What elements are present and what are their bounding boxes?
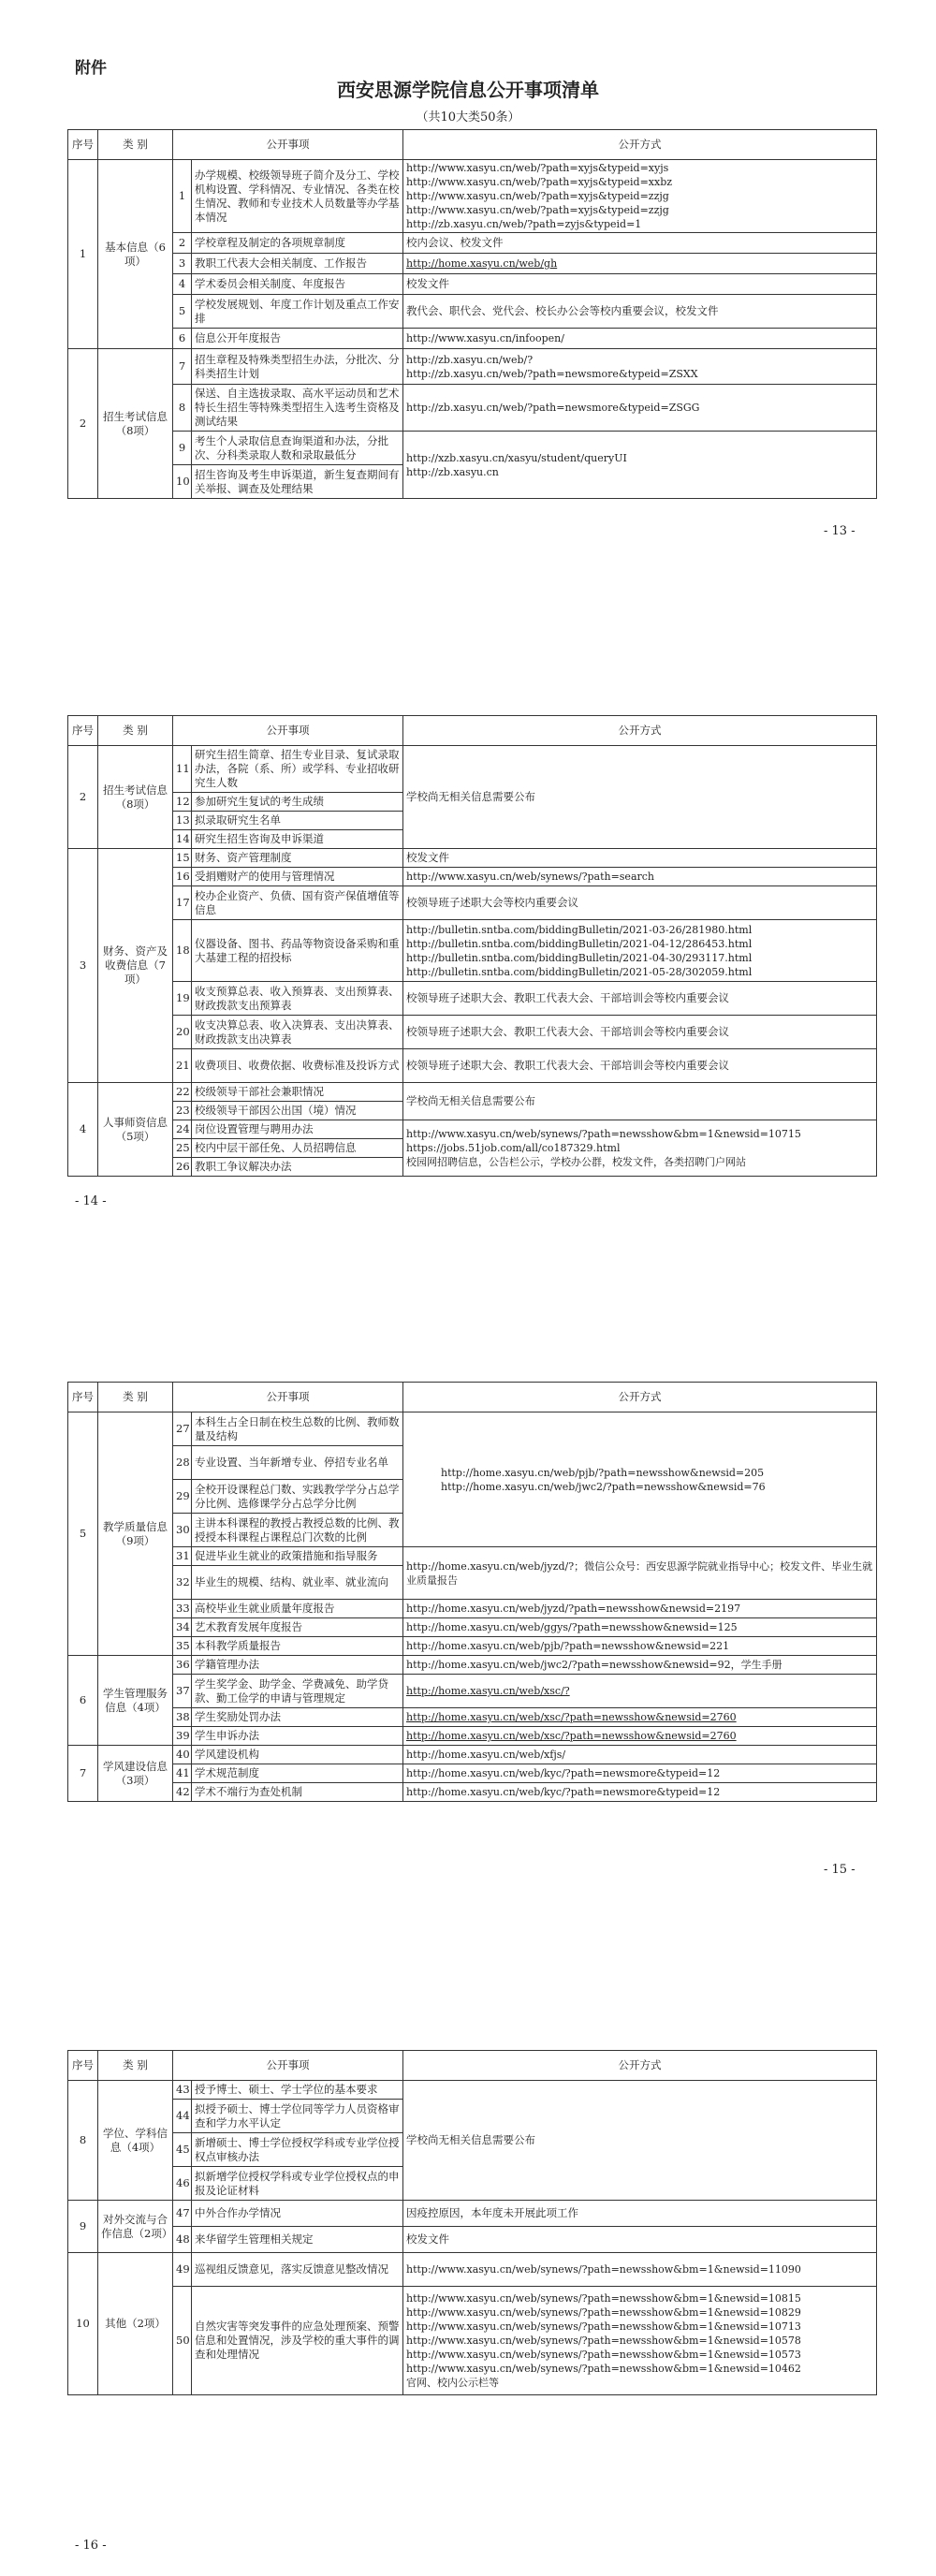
- category-name: 其他（2项）: [98, 2253, 173, 2395]
- item-text: 学风建设机构: [192, 1746, 403, 1764]
- item-no: 16: [173, 868, 192, 886]
- item-no: 26: [173, 1158, 192, 1177]
- method-text: http://home.xasyu.cn/web/xfjs/: [403, 1746, 877, 1764]
- category-name: 对外交流与合作信息（2项）: [98, 2201, 173, 2253]
- page-number: - 14 -: [75, 1194, 107, 1208]
- item-text: 教职工代表大会相关制度、工作报告: [192, 254, 403, 274]
- item-text: 仪器设备、图书、药品等物资设备采购和重大基建工程的招投标: [192, 920, 403, 982]
- item-no: 41: [173, 1764, 192, 1783]
- header-category: 类 别: [98, 2051, 173, 2081]
- header-method: 公开方式: [403, 130, 877, 160]
- item-text: 授予博士、硕士、学士学位的基本要求: [192, 2081, 403, 2100]
- item-no: 20: [173, 1016, 192, 1049]
- item-no: 40: [173, 1746, 192, 1764]
- item-no: 28: [173, 1446, 192, 1480]
- category-no: 3: [68, 849, 98, 1083]
- category-name: 人事师资信息（5项）: [98, 1083, 173, 1177]
- item-no: 1: [173, 160, 192, 233]
- item-text: 收支预算总表、收入预算表、支出预算表、财政拨款支出预算表: [192, 982, 403, 1016]
- item-no: 33: [173, 1600, 192, 1618]
- table-page-15: [67, 1382, 877, 1802]
- table-page-13: [67, 129, 877, 499]
- category-no: 4: [68, 1083, 98, 1177]
- item-text: 校级领导干部因公出国（境）情况: [192, 1102, 403, 1120]
- item-no: 44: [173, 2100, 192, 2133]
- method-text: http://www.xasyu.cn/web/?path=xyjs&typeid=xyjs http://www.xasyu.cn/web/?path=xyjs&typeid=xxbz http://www.xasyu.cn/web/?path=xyjs&typeid=zzjg http://www.xasyu.cn/web/?path=xyjs&typeid=zzjg http://zb.xasyu.cn/web/?path=zyjs&typeid=1: [403, 160, 877, 233]
- method-text: http://home.xasyu.cn/web/pjb/?path=newsshow&newsid=221: [403, 1637, 877, 1656]
- method-text: http://www.xasyu.cn/web/synews/?path=search: [403, 868, 877, 886]
- category-name: 招生考试信息（8项）: [98, 349, 173, 499]
- item-no: 32: [173, 1566, 192, 1600]
- method-text: http://www.xasyu.cn/web/synews/?path=newsshow&bm=1&newsid=10715 https://jobs.51job.com/all/co187329.html 校园网招聘信息，公告栏公示，学校办公群，校发文件，各类招聘门户网站: [403, 1120, 877, 1177]
- item-no: 19: [173, 982, 192, 1016]
- method-text: http://home.xasyu.cn/web/jyzd/?；微信公众号：西安思源学院就业指导中心；校发文件、毕业生就业质量报告: [403, 1547, 877, 1600]
- item-no: 49: [173, 2253, 192, 2287]
- category-name: 学位、学科信息（4项）: [98, 2081, 173, 2201]
- item-no: 24: [173, 1120, 192, 1139]
- item-text: 促进毕业生就业的政策措施和指导服务: [192, 1547, 403, 1566]
- method-text: http://www.xasyu.cn/web/synews/?path=newsshow&bm=1&newsid=11090: [403, 2253, 877, 2287]
- method-text: http://home.xasyu.cn/web/jwc2/?path=newsshow&newsid=92，学生手册: [403, 1656, 877, 1675]
- category-no: 8: [68, 2081, 98, 2201]
- method-link[interactable]: http://home.xasyu.cn/web/xsc/?path=newsshow&newsid=2760: [403, 1708, 877, 1727]
- table-page-14: [67, 715, 877, 1177]
- header-item: 公开事项: [173, 130, 403, 160]
- item-text: 专业设置、当年新增专业、停招专业名单: [192, 1446, 403, 1480]
- header-item: 公开事项: [173, 2051, 403, 2081]
- item-text: 收支决算总表、收入决算表、支出决算表、财政拨款支出决算表: [192, 1016, 403, 1049]
- item-text: 新增硕士、博士学位授权学科或专业学位授权点审核办法: [192, 2133, 403, 2167]
- item-text: 来华留学生管理相关规定: [192, 2227, 403, 2253]
- item-text: 学术委员会相关制度、年度报告: [192, 274, 403, 295]
- header-item: 公开事项: [173, 1383, 403, 1412]
- method-text: 校内会议、校发文件: [403, 233, 877, 254]
- item-text: 研究生招生咨询及申诉渠道: [192, 830, 403, 849]
- item-text: 高校毕业生就业质量年度报告: [192, 1600, 403, 1618]
- table-page-16: [67, 2050, 877, 2395]
- item-no: 14: [173, 830, 192, 849]
- item-text: 研究生招生简章、招生专业目录、复试录取办法，各院（系、所）或学科、专业招收研究生人数: [192, 746, 403, 793]
- item-no: 50: [173, 2287, 192, 2395]
- method-text: 校发文件: [403, 274, 877, 295]
- item-no: 2: [173, 233, 192, 254]
- item-no: 47: [173, 2201, 192, 2227]
- item-text: 学术规范制度: [192, 1764, 403, 1783]
- method-text: 校发文件: [403, 849, 877, 868]
- item-no: 11: [173, 746, 192, 793]
- item-no: 31: [173, 1547, 192, 1566]
- method-text: 校领导班子述职大会、教职工代表大会、干部培训会等校内重要会议: [403, 982, 877, 1016]
- item-text: 岗位设置管理与聘用办法: [192, 1120, 403, 1139]
- category-name: 教学质量信息（9项）: [98, 1412, 173, 1656]
- method-text: 校领导班子述职大会等校内重要会议: [403, 886, 877, 920]
- method-text: http://xzb.xasyu.cn/xasyu/student/queryUI http://zb.xasyu.cn: [403, 432, 877, 499]
- item-text: 艺术教育发展年度报告: [192, 1618, 403, 1637]
- category-no: 1: [68, 160, 98, 349]
- item-no: 13: [173, 812, 192, 830]
- method-link[interactable]: http://home.xasyu.cn/web/gh: [403, 254, 877, 274]
- item-text: 学校章程及制定的各项规章制度: [192, 233, 403, 254]
- item-text: 信息公开年度报告: [192, 329, 403, 349]
- item-text: 本科教学质量报告: [192, 1637, 403, 1656]
- item-text: 学生申诉办法: [192, 1727, 403, 1746]
- header-category: 类 别: [98, 130, 173, 160]
- item-text: 受捐赠财产的使用与管理情况: [192, 868, 403, 886]
- header-method: 公开方式: [403, 2051, 877, 2081]
- item-text: 招生咨询及考生申诉渠道，新生复查期间有关举报、调查及处理结果: [192, 465, 403, 499]
- item-text: 考生个人录取信息查询渠道和办法，分批次、分科类录取人数和录取最低分: [192, 432, 403, 465]
- item-text: 本科生占全日制在校生总数的比例、教师数量及结构: [192, 1412, 403, 1446]
- item-text: 毕业生的规模、结构、就业率、就业流向: [192, 1566, 403, 1600]
- item-text: 保送、自主选拔录取、高水平运动员和艺术特长生招生等特殊类型招生入选考生资格及测试结果: [192, 385, 403, 432]
- item-no: 9: [173, 432, 192, 465]
- item-text: 拟录取研究生名单: [192, 812, 403, 830]
- item-text: 学校发展规划、年度工作计划及重点工作安排: [192, 295, 403, 329]
- item-text: 拟授予硕士、博士学位同等学力人员资格审查和学力水平认定: [192, 2100, 403, 2133]
- item-no: 10: [173, 465, 192, 499]
- method-text: http://bulletin.sntba.com/biddingBulletin/2021-03-26/281980.html http://bulletin.sntba.com/biddingBulletin/2021-04-12/286453.html http://bulletin.sntba.com/biddingBulletin/2021-04-30/293117.html http://bulletin.sntba.com/biddingBulletin/2021-05-28/302059.html: [403, 920, 877, 982]
- page-number: - 13 -: [824, 524, 856, 538]
- method-text: http://home.xasyu.cn/web/jyzd/?path=newsshow&newsid=2197: [403, 1600, 877, 1618]
- item-no: 5: [173, 295, 192, 329]
- doc-label: 附件: [75, 59, 107, 78]
- item-text: 学籍管理办法: [192, 1656, 403, 1675]
- item-text: 拟新增学位授权学科或专业学位授权点的申报及论证材料: [192, 2167, 403, 2201]
- item-no: 4: [173, 274, 192, 295]
- item-no: 21: [173, 1049, 192, 1083]
- category-name: 招生考试信息（8项）: [98, 746, 173, 849]
- item-no: 27: [173, 1412, 192, 1446]
- method-text: 校领导班子述职大会、教职工代表大会、干部培训会等校内重要会议: [403, 1016, 877, 1049]
- category-no: 2: [68, 746, 98, 849]
- page-number: - 16 -: [75, 2539, 107, 2553]
- item-no: 38: [173, 1708, 192, 1727]
- item-text: 自然灾害等突发事件的应急处理预案、预警信息和处置情况，涉及学校的重大事件的调查和处理情况: [192, 2287, 403, 2395]
- item-no: 23: [173, 1102, 192, 1120]
- method-link[interactable]: http://home.xasyu.cn/web/xsc/?: [403, 1675, 877, 1708]
- method-text: http://home.xasyu.cn/web/pjb/?path=newsshow&newsid=205 http://home.xasyu.cn/web/jwc2/?path=newsshow&newsid=76: [403, 1412, 877, 1547]
- item-text: 招生章程及特殊类型招生办法，分批次、分科类招生计划: [192, 349, 403, 385]
- method-text: 学校尚无相关信息需要公布: [403, 2081, 877, 2201]
- method-text: http://home.xasyu.cn/web/ggys/?path=newsshow&newsid=125: [403, 1618, 877, 1637]
- item-text: 参加研究生复试的考生成绩: [192, 793, 403, 812]
- item-text: 学生奖学金、助学金、学费减免、助学贷款、勤工俭学的申请与管理规定: [192, 1675, 403, 1708]
- method-text: 校领导班子述职大会、教职工代表大会、干部培训会等校内重要会议: [403, 1049, 877, 1083]
- item-text: 主讲本科课程的教授占教授总数的比例、教授授本科课程占课程总门次数的比例: [192, 1514, 403, 1547]
- item-text: 中外合作办学情况: [192, 2201, 403, 2227]
- item-text: 财务、资产管理制度: [192, 849, 403, 868]
- method-text: 学校尚无相关信息需要公布: [403, 746, 877, 849]
- header-no: 序号: [68, 716, 98, 746]
- method-text: http://www.xasyu.cn/web/synews/?path=newsshow&bm=1&newsid=10815 http://www.xasyu.cn/web/synews/?path=newsshow&bm=1&newsid=10829 http://www.xasyu.cn/web/synews/?path=newsshow&bm=1&newsid=10713 http://www.xasyu.cn/web/synews/?path=newsshow&bm=1&newsid=10578 http://www.xasyu.cn/web/synews/?path=newsshow&bm=1&newsid=10573 http://www.xasyu.cn/web/synews/?path=newsshow&bm=1&newsid=10462 官网、校内公示栏等: [403, 2287, 877, 2395]
- item-text: 全校开设课程总门数、实践教学学分占总学分比例、选修课学分占总学分比例: [192, 1480, 403, 1514]
- method-text: 因疫控原因，本年度未开展此项工作: [403, 2201, 877, 2227]
- item-no: 46: [173, 2167, 192, 2201]
- item-no: 48: [173, 2227, 192, 2253]
- item-no: 6: [173, 329, 192, 349]
- method-text: http://home.xasyu.cn/web/kyc/?path=newsmore&typeid=12: [403, 1764, 877, 1783]
- category-name: 学风建设信息（3项）: [98, 1746, 173, 1802]
- header-no: 序号: [68, 2051, 98, 2081]
- item-no: 35: [173, 1637, 192, 1656]
- item-text: 校级领导干部社会兼职情况: [192, 1083, 403, 1102]
- item-no: 36: [173, 1656, 192, 1675]
- item-text: 收费项目、收费依据、收费标准及投诉方式: [192, 1049, 403, 1083]
- item-no: 37: [173, 1675, 192, 1708]
- item-text: 巡视组反馈意见，落实反馈意见整改情况: [192, 2253, 403, 2287]
- category-no: 7: [68, 1746, 98, 1802]
- item-text: 学术不端行为查处机制: [192, 1783, 403, 1802]
- category-no: 2: [68, 349, 98, 499]
- method-text: 教代会、职代会、党代会、校长办公会等校内重要会议，校发文件: [403, 295, 877, 329]
- category-name: 财务、资产及收费信息（7项）: [98, 849, 173, 1083]
- item-text: 办学规模、校级领导班子简介及分工、学校机构设置、学科情况、专业情况、各类在校生情况、教师和专业技术人员数量等办学基本情况: [192, 160, 403, 233]
- item-text: 教职工争议解决办法: [192, 1158, 403, 1177]
- page-number: - 15 -: [824, 1863, 856, 1877]
- item-no: 42: [173, 1783, 192, 1802]
- category-no: 10: [68, 2253, 98, 2395]
- document-subtitle: （共10大类50条）: [416, 110, 520, 124]
- method-text: http://home.xasyu.cn/web/kyc/?path=newsmore&typeid=12: [403, 1783, 877, 1802]
- item-no: 25: [173, 1139, 192, 1158]
- method-text: 校发文件: [403, 2227, 877, 2253]
- method-text: http://zb.xasyu.cn/web/?path=newsmore&typeid=ZSGG: [403, 385, 877, 432]
- item-no: 39: [173, 1727, 192, 1746]
- item-no: 17: [173, 886, 192, 920]
- category-no: 5: [68, 1412, 98, 1656]
- item-no: 18: [173, 920, 192, 982]
- method-text: http://zb.xasyu.cn/web/? http://zb.xasyu.cn/web/?path=newsmore&typeid=ZSXX: [403, 349, 877, 385]
- item-no: 15: [173, 849, 192, 868]
- item-no: 3: [173, 254, 192, 274]
- item-no: 29: [173, 1480, 192, 1514]
- method-link[interactable]: http://home.xasyu.cn/web/xsc/?path=newsshow&newsid=2760: [403, 1727, 877, 1746]
- item-no: 43: [173, 2081, 192, 2100]
- category-no: 9: [68, 2201, 98, 2253]
- header-no: 序号: [68, 130, 98, 160]
- header-method: 公开方式: [403, 716, 877, 746]
- category-no: 6: [68, 1656, 98, 1746]
- category-name: 学生管理服务信息（4项）: [98, 1656, 173, 1746]
- header-no: 序号: [68, 1383, 98, 1412]
- method-text: http://www.xasyu.cn/infoopen/: [403, 329, 877, 349]
- document-title: 西安思源学院信息公开事项清单: [337, 79, 599, 101]
- method-text: 学校尚无相关信息需要公布: [403, 1083, 877, 1120]
- item-no: 30: [173, 1514, 192, 1547]
- item-no: 34: [173, 1618, 192, 1637]
- header-method: 公开方式: [403, 1383, 877, 1412]
- header-category: 类 别: [98, 716, 173, 746]
- item-no: 22: [173, 1083, 192, 1102]
- item-no: 7: [173, 349, 192, 385]
- item-no: 12: [173, 793, 192, 812]
- item-no: 8: [173, 385, 192, 432]
- header-category: 类 别: [98, 1383, 173, 1412]
- header-item: 公开事项: [173, 716, 403, 746]
- item-text: 校办企业资产、负债、国有资产保值增值等信息: [192, 886, 403, 920]
- item-text: 校内中层干部任免、人员招聘信息: [192, 1139, 403, 1158]
- item-text: 学生奖励处罚办法: [192, 1708, 403, 1727]
- item-no: 45: [173, 2133, 192, 2167]
- category-name: 基本信息（6项）: [98, 160, 173, 349]
